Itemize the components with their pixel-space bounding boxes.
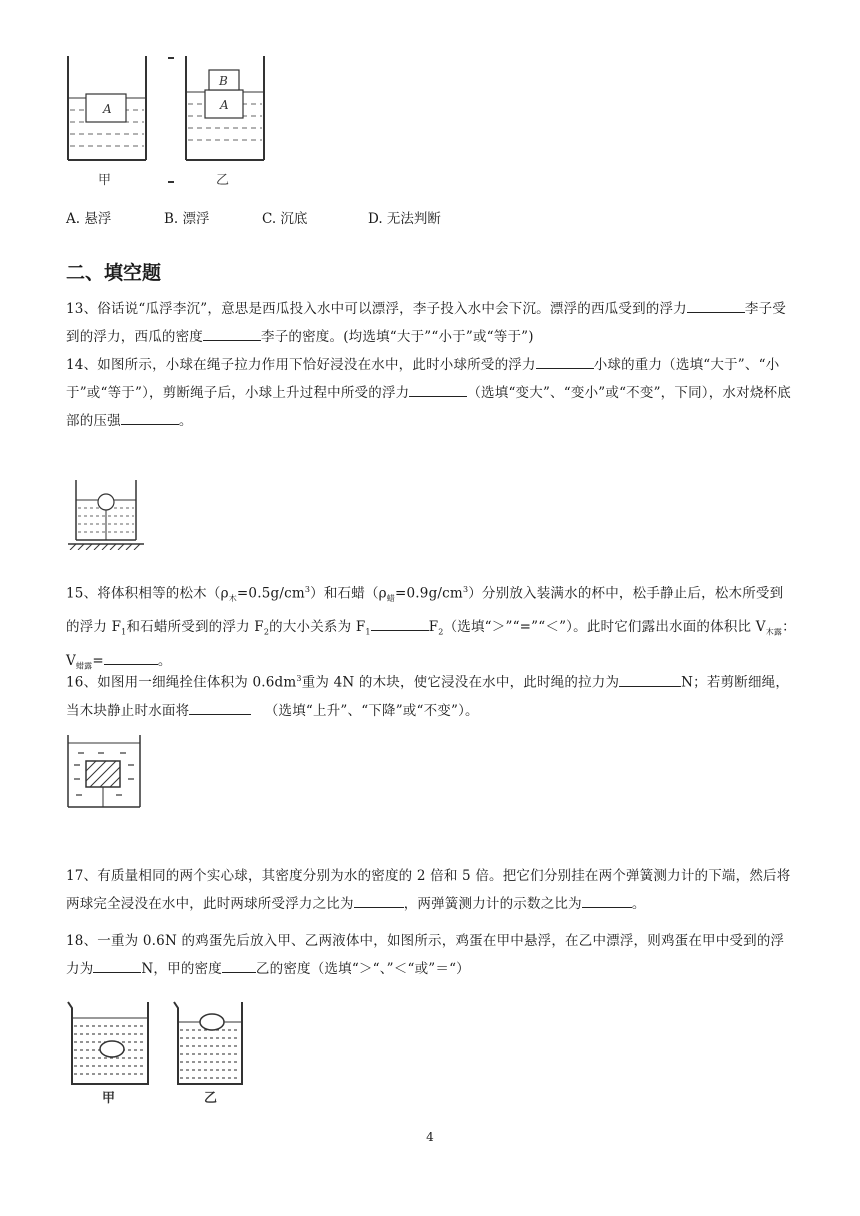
q16-sup-1: 3 [296,674,302,683]
q14-text-4: 。 [178,413,193,429]
option-a: A. 悬浮 [66,211,112,227]
question-17 [66,862,796,918]
q15-sub-8: 蜡露 [75,661,93,671]
caption-jia-eggs: 甲 [102,1091,116,1106]
question-18 [66,927,796,983]
q15-text-8: F [428,619,439,636]
block-a-label-left: A [103,102,112,116]
q16-blank-1 [619,672,681,687]
figure-ball-in-water [64,478,148,550]
q15-text-1: 15、将体积相等的松木（ρ [66,585,229,602]
q17-text-1: 17、有质量相同的两个实心球，其密度分别为水的密度的 2 倍和 5 倍。把它们分别挂在两个弹簧测力计的下端，然后将两球完全浸没在水中，此时两球所受浮力之比为 [66,868,791,912]
q16-text-1: 16、如图用一细绳拴住体积为 0.6dm [66,674,297,691]
q16-text-4: （选填“上升”、“下降”或“不变”）。 [264,702,479,719]
q15-text-3: ）和石蜡（ρ [310,585,387,602]
q14-blank-2 [409,382,467,397]
block-b-label: B [219,74,228,88]
q13-text-3: 李子的密度。(均选填“大于”“小于”或“等于”) [261,329,534,345]
q15-sub-2: 蜡 [386,594,395,604]
option-c: C. 沉底 [262,211,308,227]
q15-text-4: =0.9g/cm [395,585,463,602]
question-13 [66,295,796,351]
q14-blank-1 [536,354,594,369]
q18-text-1: 18、一重为 0.6N 的鸡蛋先后放入甲、乙两液体中，如图所示，鸡蛋在甲中悬浮，在乙中漂浮，则鸡蛋在甲中受到的浮力为 [66,933,785,977]
caption-yi-eggs: 乙 [204,1091,218,1106]
q17-blank-2 [582,893,632,908]
q18-text-3: 乙的密度（选填“＞“、”＜“或”＝“） [255,961,470,977]
q18-blank-1 [93,958,141,973]
q15-text-5: ）分别放入装满水的杯中，松手静止后，松木所受到的浮力 F [66,585,784,636]
q13-blank-2 [203,326,261,341]
q15-sub-7: 木露 [765,627,783,637]
q14-text-2: 小球的重力（选填“大于”、“小于”或“等于”），剪断绳子后，小球上升过程中所受的浮力 [66,357,780,401]
q13-text-2: 李子受到的浮力，西瓜的密度 [66,301,786,345]
option-d: D. 无法判断 [368,211,441,227]
q18-blank-2 [222,958,256,973]
q15-sub-6: 2 [438,627,444,637]
q15-sup-2: 3 [462,585,469,594]
q15-sub-4: 2 [263,627,270,637]
q18-text-2: N，甲的密度 [141,961,222,977]
caption-yi-top: 乙 [216,173,230,188]
q16-text-2: 重为 4N 的木块，使它浸没在水中，此时绳的拉力为 [301,674,620,691]
q15-text-10: ：V [66,619,796,669]
q15-sub-1: 木 [228,594,237,604]
q15-sub-5: 1 [365,627,371,637]
q14-blank-3 [121,410,179,425]
section-title: 二、填空题 [66,262,162,284]
q15-sub-3: 1 [121,627,127,637]
caption-jia-top: 甲 [98,173,112,188]
q15-text-9: （选填“＞”“=”“＜”）。此时它们露出水面的体积比 V [443,619,766,636]
q15-text-7: 的大小关系为 F [269,619,366,636]
figure-block-tied [64,733,144,809]
q14-text-1: 14、如图所示，小球在绳子拉力作用下恰好浸没在水中，此时小球所受的浮力 [66,357,536,373]
q14-text-3: （选填“变大”、“变小”或“不变”，下同），水对烧杯底部的压强 [66,385,791,429]
q15-text-6: 和石蜡所受到的浮力 F [126,619,264,636]
question-14 [66,351,796,435]
q15-blank-1 [371,616,429,631]
option-b: B. 漂浮 [164,211,210,227]
q17-text-2: ，两弹簧测力计的示数之比为 [403,896,582,912]
q17-blank-1 [354,893,404,908]
figure-blocks-in-water [60,52,280,192]
q13-blank-1 [687,298,745,313]
q13-text-1: 13、俗话说“瓜浮李沉”，意思是西瓜投入水中可以漂浮，李子投入水中会下沉。漂浮的西瓜受到的浮力 [66,301,687,317]
figure-eggs-in-liquids [62,1000,252,1106]
block-a-label-right: A [220,98,229,112]
q15-blank-2 [104,650,158,665]
question-16 [66,665,796,725]
q15-text-11: = [92,652,104,669]
q17-text-3: 。 [631,896,646,912]
page-number: 4 [426,1130,434,1144]
q15-text-12: 。 [157,652,172,669]
q15-text-2: =0.5g/cm [236,585,305,602]
q16-text-3: N；若剪断细绳，当木块静止时水面将 [66,674,790,719]
q15-sup-1: 3 [304,585,311,594]
q16-blank-2 [189,700,251,715]
